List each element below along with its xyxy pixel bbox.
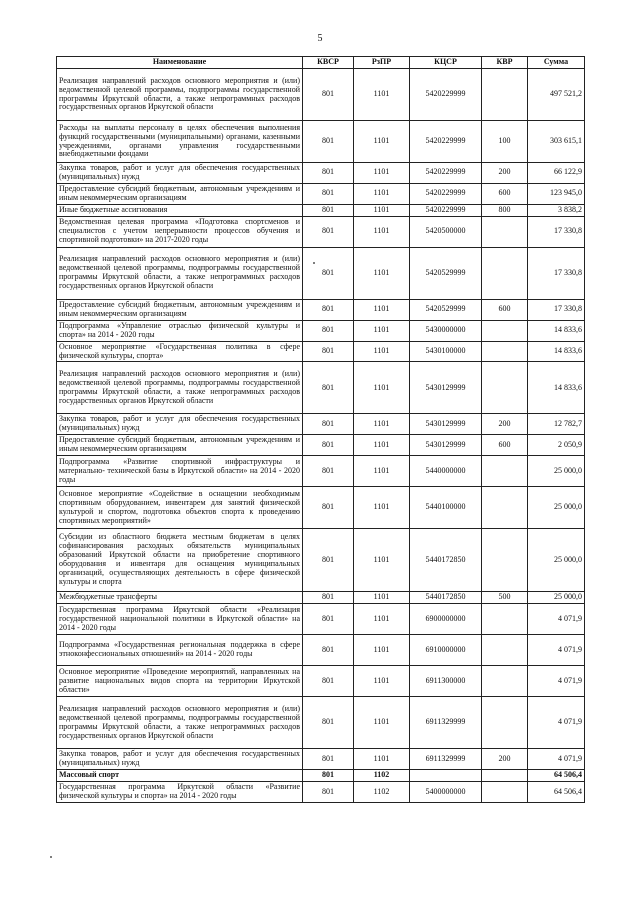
row-kvr <box>482 635 528 666</box>
row-kvsr: 801 <box>303 183 354 204</box>
header-rzpr: РзПР <box>354 57 410 69</box>
row-kcsr: 5440172850 <box>410 529 482 592</box>
row-kvsr: 801 <box>303 247 354 299</box>
row-kvsr: 801 <box>303 635 354 666</box>
table-row <box>57 414 585 435</box>
row-sum: 66 122,9 <box>528 163 585 184</box>
row-kcsr: 5430129999 <box>410 435 482 456</box>
row-kcsr: 5440000000 <box>410 456 482 487</box>
row-rzpr: 1101 <box>354 204 410 216</box>
table-row <box>57 770 585 782</box>
row-sum: 123 945,0 <box>528 183 585 204</box>
row-name: Основное мероприятие «Проведение мероприятий, направленных на развитие национальных видов спорта на территории Иркутской области» <box>57 666 303 697</box>
row-rzpr: 1101 <box>354 362 410 414</box>
row-kvr <box>482 69 528 121</box>
header-kvsr: КВСР <box>303 57 354 69</box>
table-row <box>57 121 585 163</box>
row-name: Закупка товаров, работ и услуг для обеспечения государственных (муниципальных) нужд <box>57 749 303 770</box>
row-kcsr: 5420229999 <box>410 69 482 121</box>
row-kvsr: 801 <box>303 456 354 487</box>
table-row <box>57 163 585 184</box>
row-sum: 497 521,2 <box>528 69 585 121</box>
row-kvr <box>482 782 528 803</box>
row-kcsr: 5420229999 <box>410 163 482 184</box>
row-kvr <box>482 697 528 749</box>
row-kvr <box>482 341 528 362</box>
row-name: Иные бюджетные ассигнования <box>57 204 303 216</box>
row-kvr: 100 <box>482 121 528 163</box>
row-kcsr: 5430129999 <box>410 414 482 435</box>
row-sum: 12 782,7 <box>528 414 585 435</box>
row-rzpr: 1101 <box>354 341 410 362</box>
table-row <box>57 456 585 487</box>
row-name: Предоставление субсидий бюджетным, автономным учреждениям и иным некоммерческим организациям <box>57 183 303 204</box>
row-name: Закупка товаров, работ и услуг для обеспечения государственных (муниципальных) нужд <box>57 163 303 184</box>
row-name: Основное мероприятие «Содействие в оснащении необходимым спортивным оборудованием, инвентарем для занятий физической культурой и спортом, подготовка объектов спорта к проведению спортивных мероприятий» <box>57 487 303 529</box>
row-rzpr: 1101 <box>354 183 410 204</box>
table-body <box>57 69 585 803</box>
row-sum: 64 506,4 <box>528 782 585 803</box>
table-row <box>57 749 585 770</box>
scan-speck <box>313 262 315 264</box>
scan-speck <box>50 856 52 858</box>
row-kvr <box>482 362 528 414</box>
row-kcsr: 5420500000 <box>410 216 482 247</box>
row-kvsr: 801 <box>303 216 354 247</box>
row-kcsr: 6911329999 <box>410 749 482 770</box>
row-kcsr: 5430000000 <box>410 320 482 341</box>
table-row <box>57 320 585 341</box>
row-name: Государственная программа Иркутской области «Реализация государственной национальной политики в Иркутской области» на 2014 - 2020 годы <box>57 604 303 635</box>
row-rzpr: 1102 <box>354 770 410 782</box>
table-row <box>57 216 585 247</box>
row-sum: 17 330,8 <box>528 247 585 299</box>
row-kcsr: 5420229999 <box>410 204 482 216</box>
row-kvsr: 801 <box>303 341 354 362</box>
row-name: Реализация направлений расходов основного мероприятия и (или) ведомственной целевой программы, подпрограммы государственной программы Иркутской области, а также непрограммных расходов государственных органов Иркутской области <box>57 362 303 414</box>
row-rzpr: 1101 <box>354 247 410 299</box>
row-rzpr: 1101 <box>354 216 410 247</box>
budget-table <box>56 56 585 803</box>
row-sum: 303 615,1 <box>528 121 585 163</box>
row-kcsr: 5420529999 <box>410 299 482 320</box>
row-rzpr: 1101 <box>354 604 410 635</box>
row-name: Предоставление субсидий бюджетным, автономным учреждениям и иным некоммерческим организациям <box>57 435 303 456</box>
row-kvr <box>482 666 528 697</box>
row-rzpr: 1101 <box>354 299 410 320</box>
row-kvsr: 801 <box>303 487 354 529</box>
row-sum: 4 071,9 <box>528 635 585 666</box>
header-kcsr: КЦСР <box>410 57 482 69</box>
row-kvsr: 801 <box>303 697 354 749</box>
table-row <box>57 782 585 803</box>
row-sum: 64 506,4 <box>528 770 585 782</box>
row-sum: 25 000,0 <box>528 592 585 604</box>
row-name: Подпрограмма «Развитие спортивной инфраструктуры и материально- технической базы в Иркутской области» на 2014 - 2020 годы <box>57 456 303 487</box>
row-kcsr: 6910000000 <box>410 635 482 666</box>
table-row <box>57 435 585 456</box>
row-rzpr: 1101 <box>354 592 410 604</box>
row-kcsr: 5420229999 <box>410 183 482 204</box>
table-row <box>57 299 585 320</box>
row-kvr <box>482 487 528 529</box>
table-row <box>57 635 585 666</box>
row-kvr: 200 <box>482 414 528 435</box>
row-kcsr: 5440172850 <box>410 592 482 604</box>
row-kcsr: 6911300000 <box>410 666 482 697</box>
row-kvsr: 801 <box>303 749 354 770</box>
row-kvsr: 801 <box>303 204 354 216</box>
row-kvr <box>482 320 528 341</box>
row-name: Реализация направлений расходов основного мероприятия и (или) ведомственной целевой программы, подпрограммы государственной программы Иркутской области, а также непрограммных расходов государственных органов Иркутской области <box>57 247 303 299</box>
row-kcsr: 5400000000 <box>410 782 482 803</box>
row-sum: 4 071,9 <box>528 666 585 697</box>
row-rzpr: 1101 <box>354 529 410 592</box>
row-rzpr: 1101 <box>354 635 410 666</box>
row-kvr: 600 <box>482 183 528 204</box>
row-name: Межбюджетные трансферты <box>57 592 303 604</box>
row-name: Массовый спорт <box>57 770 303 782</box>
row-sum: 4 071,9 <box>528 749 585 770</box>
row-name: Расходы на выплаты персоналу в целях обеспечения выполнения функций государственными (муниципальными) органами, казенными учреждениями, органами управления государственными внебюджетными фондами <box>57 121 303 163</box>
row-kcsr: 5430129999 <box>410 362 482 414</box>
row-kvr: 200 <box>482 749 528 770</box>
row-kvsr: 801 <box>303 299 354 320</box>
row-name: Государственная программа Иркутской области «Развитие физической культуры и спорта» на 2014 - 2020 годы <box>57 782 303 803</box>
row-name: Субсидии из областного бюджета местным бюджетам в целях софинансирования расходных обязательств муниципальных образований Иркутской области на приобретение спортивного оборудования и инвентаря для оснащения муниципальных организаций, осуществляющих деятельность в сфере физической культуры и спорта <box>57 529 303 592</box>
row-sum: 14 833,6 <box>528 320 585 341</box>
row-sum: 25 000,0 <box>528 456 585 487</box>
row-rzpr: 1101 <box>354 666 410 697</box>
page-number: 5 <box>317 33 323 44</box>
header-row <box>57 57 585 69</box>
table-row <box>57 69 585 121</box>
row-kvr <box>482 529 528 592</box>
row-kcsr <box>410 770 482 782</box>
row-kvsr: 801 <box>303 782 354 803</box>
row-kvr <box>482 216 528 247</box>
row-name: Подпрограмма «Управление отраслью физической культуры и спорта» на 2014 - 2020 годы <box>57 320 303 341</box>
row-kcsr: 6911329999 <box>410 697 482 749</box>
row-name: Закупка товаров, работ и услуг для обеспечения государственных (муниципальных) нужд <box>57 414 303 435</box>
row-sum: 2 050,9 <box>528 435 585 456</box>
table-row <box>57 487 585 529</box>
row-name: Предоставление субсидий бюджетным, автономным учреждениям и иным некоммерческим организациям <box>57 299 303 320</box>
row-kvsr: 801 <box>303 666 354 697</box>
row-sum: 4 071,9 <box>528 604 585 635</box>
row-kvsr: 801 <box>303 121 354 163</box>
header-kvr: КВР <box>482 57 528 69</box>
table-row <box>57 341 585 362</box>
table-row <box>57 183 585 204</box>
row-kcsr: 5420229999 <box>410 121 482 163</box>
row-name: Реализация направлений расходов основного мероприятия и (или) ведомственной целевой программы, подпрограммы государственной программы Иркутской области, а также непрограммных расходов государственных органов Иркутской области <box>57 697 303 749</box>
row-kvr: 500 <box>482 592 528 604</box>
row-kvr <box>482 456 528 487</box>
row-kcsr: 5430100000 <box>410 341 482 362</box>
row-name: Реализация направлений расходов основного мероприятия и (или) ведомственной целевой программы, подпрограммы государственной программы Иркутской области, а также непрограммных расходов государственных органов Иркутской области <box>57 69 303 121</box>
row-kcsr: 5420529999 <box>410 247 482 299</box>
header-sum: Сумма <box>528 57 585 69</box>
row-sum: 17 330,8 <box>528 216 585 247</box>
row-kvsr: 801 <box>303 69 354 121</box>
table-row <box>57 529 585 592</box>
row-sum: 14 833,6 <box>528 341 585 362</box>
row-rzpr: 1101 <box>354 749 410 770</box>
row-kcsr: 6900000000 <box>410 604 482 635</box>
row-kvr: 200 <box>482 163 528 184</box>
row-kvsr: 801 <box>303 529 354 592</box>
row-kvr: 600 <box>482 435 528 456</box>
row-kcsr: 5440100000 <box>410 487 482 529</box>
row-kvsr: 801 <box>303 604 354 635</box>
row-rzpr: 1101 <box>354 435 410 456</box>
row-rzpr: 1101 <box>354 121 410 163</box>
row-kvr <box>482 247 528 299</box>
row-kvsr: 801 <box>303 435 354 456</box>
row-sum: 17 330,8 <box>528 299 585 320</box>
table-row <box>57 362 585 414</box>
row-sum: 4 071,9 <box>528 697 585 749</box>
row-rzpr: 1101 <box>354 697 410 749</box>
row-rzpr: 1102 <box>354 782 410 803</box>
row-kvsr: 801 <box>303 592 354 604</box>
row-sum: 25 000,0 <box>528 529 585 592</box>
row-name: Ведомственная целевая программа «Подготовка спортсменов и специалистов с учетом непрерывности процессов обучения и спортивной подготовки» на 2017-2020 годы <box>57 216 303 247</box>
row-rzpr: 1101 <box>354 487 410 529</box>
row-rzpr: 1101 <box>354 69 410 121</box>
table-row <box>57 666 585 697</box>
header-name: Наименование <box>57 57 303 69</box>
row-kvsr: 801 <box>303 770 354 782</box>
table-row <box>57 697 585 749</box>
row-kvr: 600 <box>482 299 528 320</box>
row-kvsr: 801 <box>303 163 354 184</box>
row-kvr <box>482 604 528 635</box>
row-rzpr: 1101 <box>354 456 410 487</box>
row-kvr <box>482 770 528 782</box>
table-row <box>57 604 585 635</box>
row-rzpr: 1101 <box>354 414 410 435</box>
row-sum: 25 000,0 <box>528 487 585 529</box>
table-row <box>57 204 585 216</box>
row-name: Основное мероприятие «Государственная политика в сфере физической культуры, спорта» <box>57 341 303 362</box>
row-name: Подпрограмма «Государственная региональная поддержка в сфере этноконфессиональных отношений» на 2014 - 2020 годы <box>57 635 303 666</box>
row-kvsr: 801 <box>303 320 354 341</box>
row-sum: 3 838,2 <box>528 204 585 216</box>
table-header <box>57 57 585 69</box>
row-kvsr: 801 <box>303 414 354 435</box>
row-rzpr: 1101 <box>354 320 410 341</box>
row-kvr: 800 <box>482 204 528 216</box>
row-kvsr: 801 <box>303 362 354 414</box>
row-sum: 14 833,6 <box>528 362 585 414</box>
row-rzpr: 1101 <box>354 163 410 184</box>
table-row <box>57 592 585 604</box>
table-row <box>57 247 585 299</box>
